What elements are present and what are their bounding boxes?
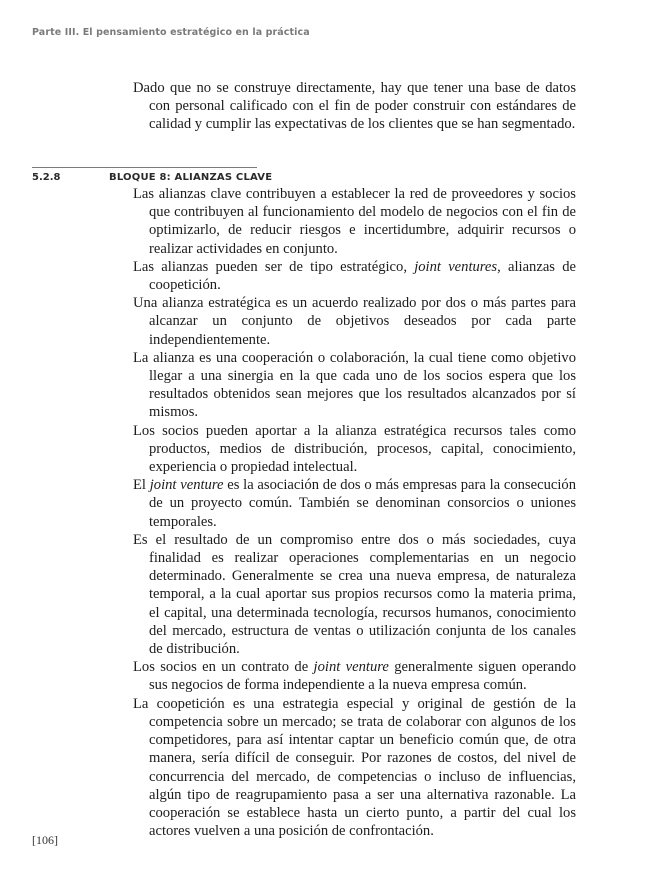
paragraph: Los socios en un contrato de joint venture generalmente siguen operando sus negocios de forma independiente a la nueva empresa común.: [133, 659, 576, 694]
page-number: [106]: [32, 833, 58, 847]
italic-term: joint ventures: [414, 258, 498, 275]
paragraph: La alianza es una cooperación o colaboración, la cual tiene como objetivo llegar a una sinergia en la que cada uno de los socios espera que los resultados obtenidos sean mejores que los resultados alcanzados por sí mismos.: [133, 349, 576, 421]
paragraph: Es el resultado de un compromiso entre dos o más sociedades, cuya finalidad es realizar operaciones complementarias en un negocio determinado. Generalmente se crea una nueva empresa, de naturaleza temporal, a la cual aportar sus propios recursos como la materia prima, el capital, una determinada tecnología, recursos humanos, conocimiento del mercado, estructura de ventas o utilización conjunta de los canales de distribución.: [133, 531, 576, 658]
intro-paragraph: Dado que no se construye directamente, hay que tener una base de datos con personal calificado con el fin de poder construir con estándares de calidad y cumplir las expectativas de los clientes que se han segmentado.: [133, 80, 576, 133]
paragraph: Las alianzas pueden ser de tipo estratégico, joint ventures, alianzas de coopetición.: [133, 258, 576, 294]
paragraph: La coopetición es una estrategia especial y original de gestión de la competencia sobre un mercado; se trata de colaborar con algunos de los competidores, para así intentar captar un beneficio común que, de otra manera, sería difícil de conseguir. Por razones de costos, del nivel de concurrencia del mercado, de competencias o incluso de influencias, algún tipo de reagrupamiento pasa a ser una alternativa razonable. La cooperación se establece hasta un cierto punto, a partir del cual los actores vuelven a una posición de confrontación.: [133, 695, 576, 840]
paragraph: Los socios pueden aportar a la alianza estratégica recursos tales como productos, medios de distribución, procesos, capital, conocimiento, experiencia o propiedad intelectual.: [133, 422, 576, 476]
paragraph: Una alianza estratégica es un acuerdo realizado por dos o más partes para alcanzar un conjunto de objetivos deseados por cada parte independientemente.: [133, 295, 576, 348]
section-title: BLOQUE 8: ALIANZAS CLAVE: [109, 172, 273, 183]
italic-term: joint venture: [149, 477, 224, 494]
italic-term: joint venture: [313, 659, 389, 676]
section-body: [133, 185, 576, 840]
intro-block: [133, 79, 576, 134]
paragraph: Las alianzas clave contribuyen a establecer la red de proveedores y socios que contribuyen al funcionamiento del modelo de negocios con el fin de optimizarlo, de reducir riesgos e incertidumbre, adquirir recursos o realizar actividades en conjunto.: [133, 186, 576, 257]
paragraph: El joint venture es la asociación de dos o más empresas para la consecución de un proyecto común. También se denominan consorcios o uniones temporales.: [133, 477, 576, 530]
section-number: 5.2.8: [32, 172, 61, 183]
running-head: Parte III. El pensamiento estratégico en la práctica: [32, 27, 310, 38]
section-divider: [32, 167, 257, 168]
